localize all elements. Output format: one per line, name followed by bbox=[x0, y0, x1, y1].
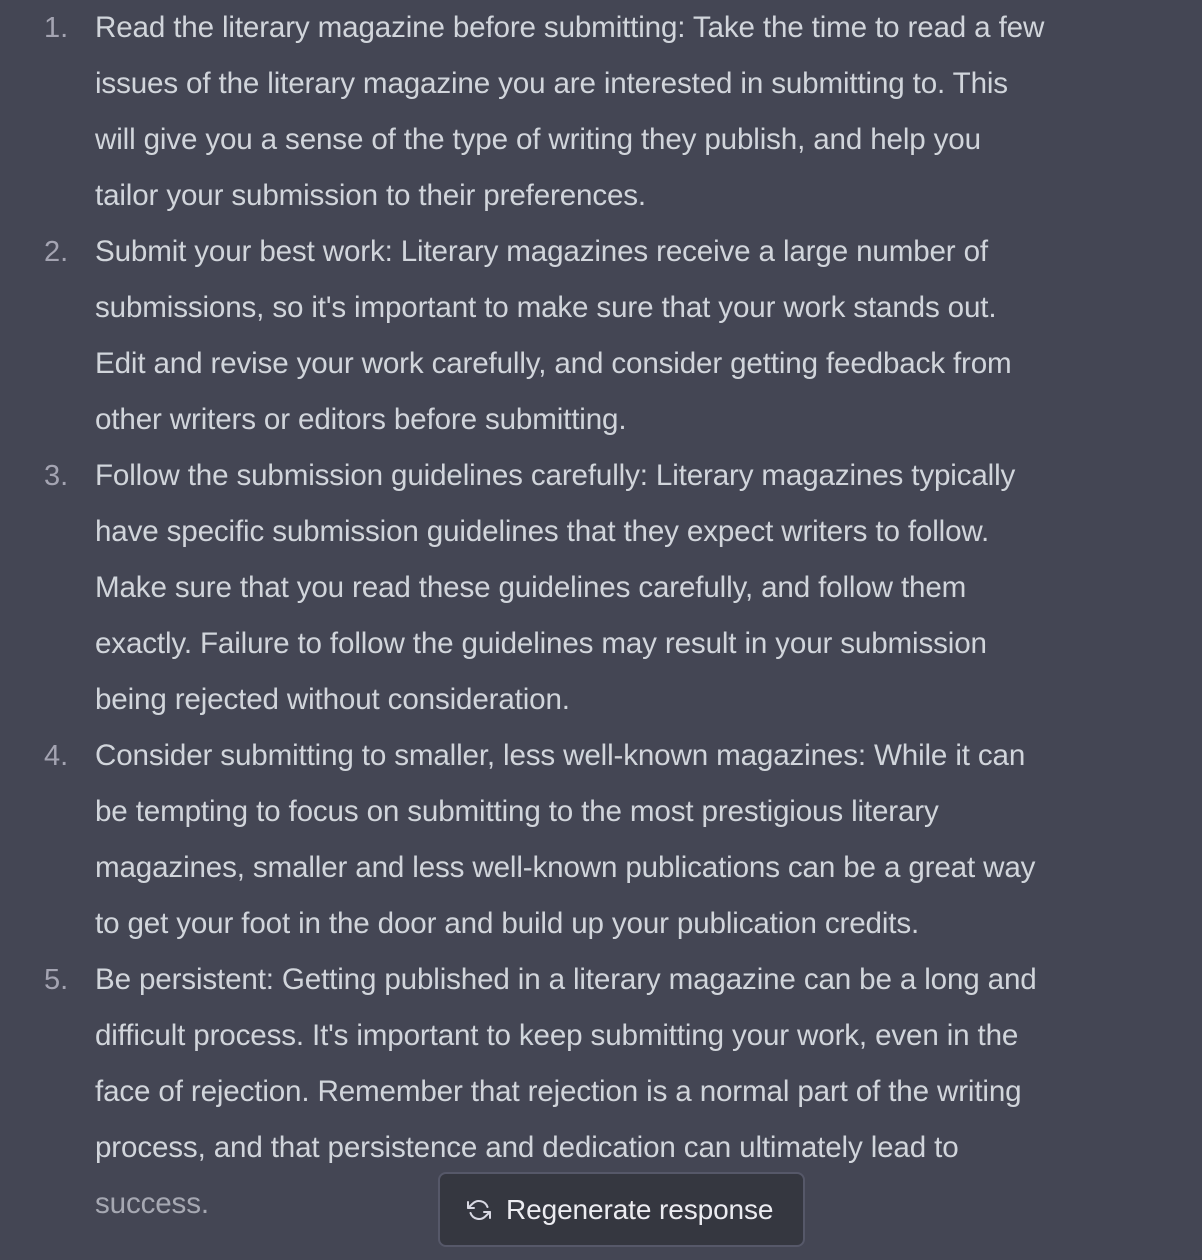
regenerate-response-button[interactable] bbox=[438, 1172, 805, 1247]
list-item-number: 4. bbox=[44, 740, 69, 772]
text-line: have specific submission guidelines that they expect writers to follow. bbox=[95, 515, 990, 548]
text-line: other writers or editors before submitting. bbox=[95, 403, 627, 436]
text-line: to get your foot in the door and build up your publication credits. bbox=[95, 907, 920, 940]
text-line: Be persistent: Getting published in a literary magazine can be a long and bbox=[95, 963, 1037, 996]
list-item-text bbox=[95, 0, 1165, 224]
list-item bbox=[0, 728, 1202, 952]
text-line: tailor your submission to their preferences. bbox=[95, 179, 646, 212]
list-item-number: 2. bbox=[44, 236, 69, 268]
text-line: Follow the submission guidelines carefully: Literary magazines typically bbox=[95, 459, 1016, 492]
text-line: success. bbox=[95, 1187, 209, 1220]
text-line: Make sure that you read these guidelines carefully, and follow them bbox=[95, 571, 967, 604]
list-item-number: 3. bbox=[44, 460, 69, 492]
list-item bbox=[0, 224, 1202, 448]
text-line: process, and that persistence and dedication can ultimately lead to bbox=[95, 1131, 959, 1164]
list-item-text bbox=[95, 448, 1165, 728]
text-line: Read the literary magazine before submitting: Take the time to read a few bbox=[95, 11, 1045, 44]
text-line: be tempting to focus on submitting to the most prestigious literary bbox=[95, 795, 939, 828]
text-line: Consider submitting to smaller, less well-known magazines: While it can bbox=[95, 739, 1026, 772]
text-line: exactly. Failure to follow the guidelines may result in your submission bbox=[95, 627, 987, 660]
list-item-text bbox=[95, 224, 1165, 448]
text-line: will give you a sense of the type of writing they publish, and help you bbox=[95, 123, 981, 156]
regenerate-response-label: Regenerate response bbox=[506, 1193, 774, 1225]
list-item bbox=[0, 0, 1202, 224]
list-item-number: 1. bbox=[44, 12, 69, 44]
text-line: submissions, so it's important to make sure that your work stands out. bbox=[95, 291, 997, 324]
text-line: being rejected without consideration. bbox=[95, 683, 570, 716]
text-line: difficult process. It's important to keep submitting your work, even in the bbox=[95, 1019, 1019, 1052]
text-line: Edit and revise your work carefully, and consider getting feedback from bbox=[95, 347, 1012, 380]
text-line: face of rejection. Remember that rejection is a normal part of the writing bbox=[95, 1075, 1022, 1108]
list-item-text bbox=[95, 728, 1165, 952]
refresh-icon bbox=[466, 1197, 492, 1223]
list-item-number: 5. bbox=[44, 964, 69, 996]
list-item bbox=[0, 448, 1202, 728]
text-line: Submit your best work: Literary magazines receive a large number of bbox=[95, 235, 988, 268]
text-line: issues of the literary magazine you are interested in submitting to. This bbox=[95, 67, 1008, 100]
text-line: magazines, smaller and less well-known publications can be a great way bbox=[95, 851, 1036, 884]
